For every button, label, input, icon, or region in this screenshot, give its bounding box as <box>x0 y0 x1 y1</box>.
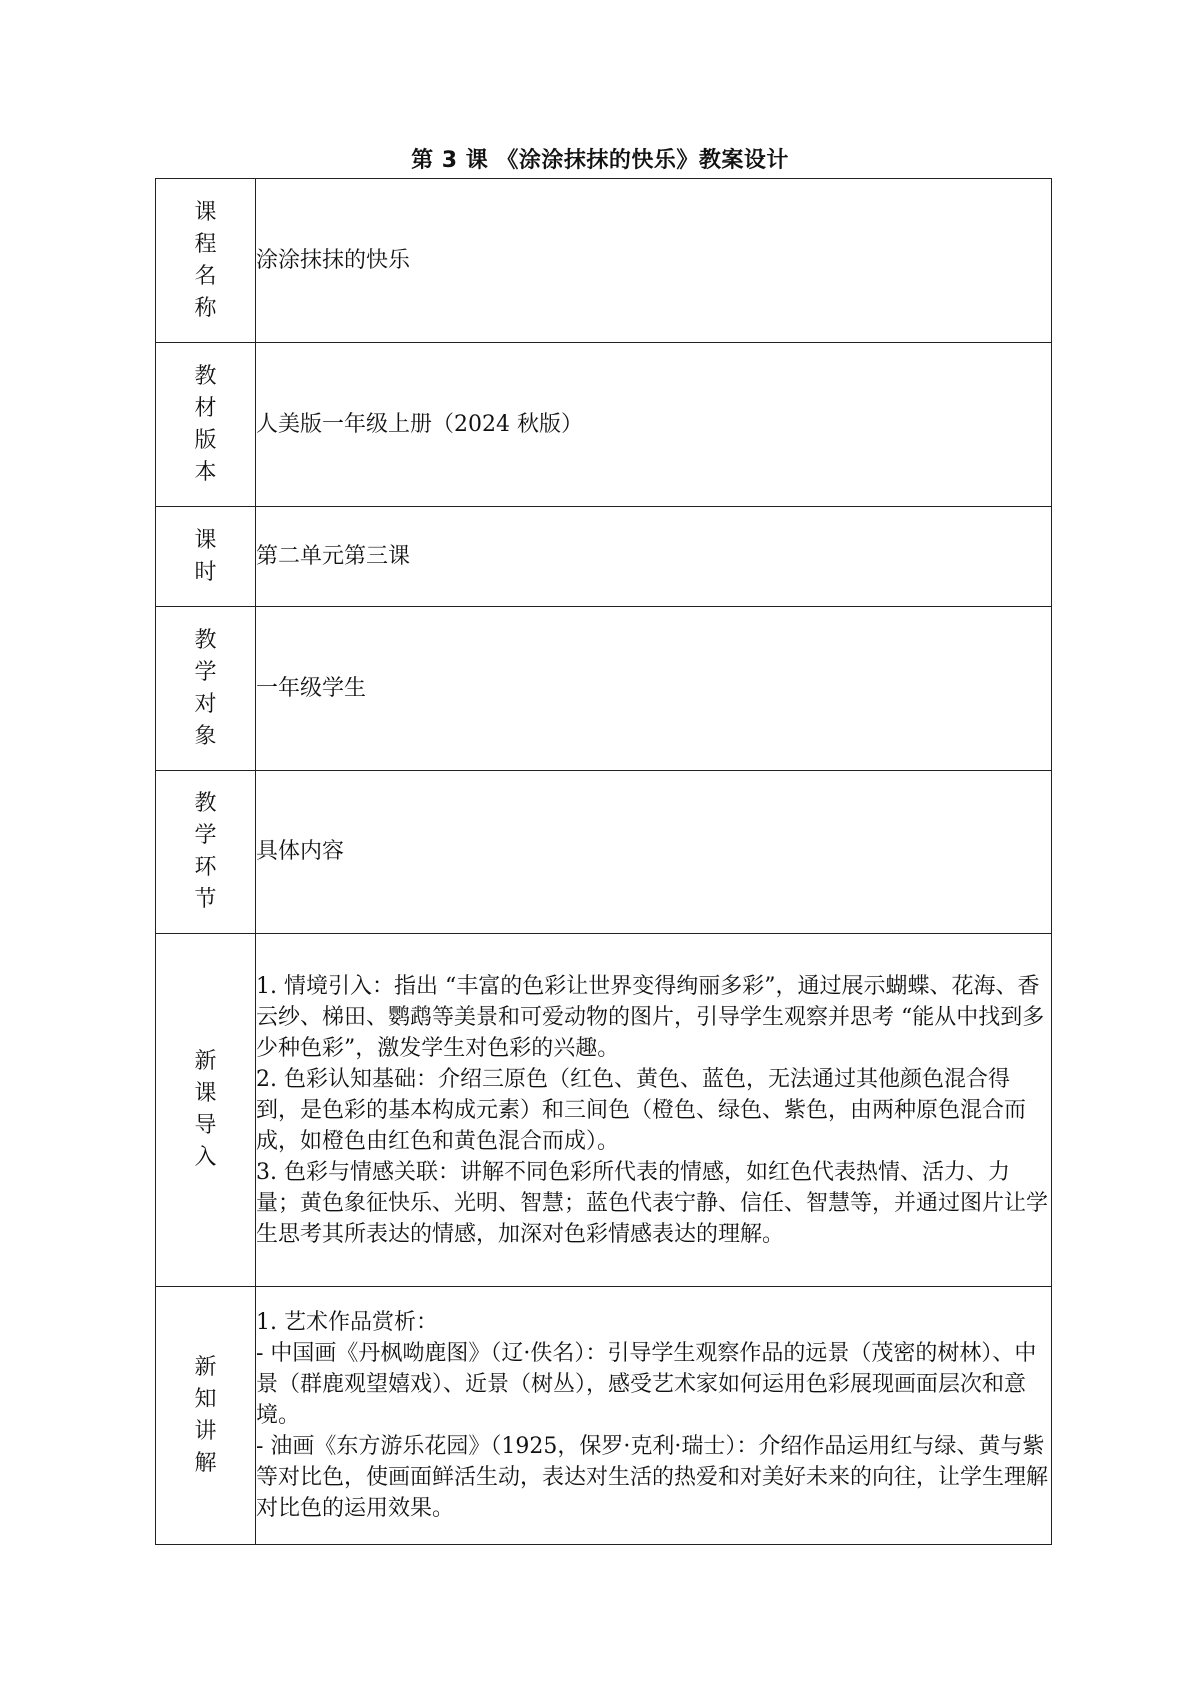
row-label: 教学对象 <box>194 627 217 749</box>
table-row <box>156 607 1052 771</box>
row-label: 课程名称 <box>194 199 217 321</box>
intro-paragraph: 3. 色彩与情感关联：讲解不同色彩所代表的情感，如红色代表热情、活力、力量；黄色象征快乐、光明、智慧；蓝色代表宁静、信任、智慧等，并通过图片让学生思考其所表达的情感，加深对色彩情感表达的理解。 <box>256 1159 1049 1247</box>
row-content-cell <box>256 179 1052 343</box>
lecture-paragraph: 1. 艺术作品赏析： <box>256 1310 438 1335</box>
table-row <box>156 771 1052 934</box>
course-name-value: 涂涂抹抹的快乐 <box>256 247 411 273</box>
row-label: 教学环节 <box>194 791 217 912</box>
lecture-paragraph: - 油画《东方游乐花园》（1925，保罗·克利·瑞士）：介绍作品运用红与绿、黄与紫等对比色，使画面鲜活生动，表达对生活的热爱和对美好未来的向往，让学生理解对比色的运用效果。 <box>256 1434 1049 1521</box>
row-label-cell <box>156 1287 256 1545</box>
row-label: 教材版本 <box>194 363 217 485</box>
lesson-plan-table <box>155 178 1052 1545</box>
row-label-cell <box>156 507 256 607</box>
table-row <box>156 934 1052 1287</box>
row-content-cell <box>256 1287 1052 1545</box>
document-title: 第 3 课 《涂涂抹抹的快乐》教案设计 <box>411 148 789 173</box>
table-row <box>156 179 1052 343</box>
intro-paragraph: 2. 色彩认知基础：介绍三原色（红色、黄色、蓝色，无法通过其他颜色混合得到，是色彩的基本构成元素）和三间色（橙色、绿色、紫色，由两种原色混合而成，如橙色由红色和黄色混合而成）。 <box>256 1066 1027 1154</box>
intro-paragraph: 1. 情境引入：指出 “丰富的色彩让世界变得绚丽多彩”，通过展示蝴蝶、花海、香云纱、梯田、鹦鹉等美景和可爱动物的图片，引导学生观察并思考 “能从中找到多少种色彩”，激发学生对色彩的兴趣。 <box>256 973 1045 1061</box>
teaching-step-value: 具体内容 <box>256 839 345 864</box>
row-label-cell <box>156 771 256 934</box>
row-label-cell <box>156 607 256 771</box>
row-label-cell <box>156 343 256 507</box>
target-students-value: 一年级学生 <box>256 675 367 701</box>
row-content-cell <box>256 771 1052 934</box>
table-row <box>156 343 1052 507</box>
row-label-cell <box>156 179 256 343</box>
table-row <box>156 507 1052 607</box>
class-hour-value: 第二单元第三课 <box>256 543 411 569</box>
lecture-paragraph: - 中国画《丹枫呦鹿图》（辽·佚名）：引导学生观察作品的远景（茂密的树林）、中景（群鹿观望嬉戏）、近景（树丛），感受艺术家如何运用色彩展现画面层次和意境。 <box>256 1341 1037 1428</box>
row-label: 课时 <box>194 527 217 585</box>
row-content-cell <box>256 607 1052 771</box>
row-label-cell <box>156 934 256 1287</box>
row-content-cell <box>256 507 1052 607</box>
row-content-cell <box>256 343 1052 507</box>
row-label: 新知讲解 <box>194 1354 217 1476</box>
textbook-edition-value: 人美版一年级上册（2024 秋版） <box>256 411 583 437</box>
row-content-cell <box>256 934 1052 1287</box>
row-label: 新课导入 <box>194 1049 217 1170</box>
table-row <box>156 1287 1052 1545</box>
